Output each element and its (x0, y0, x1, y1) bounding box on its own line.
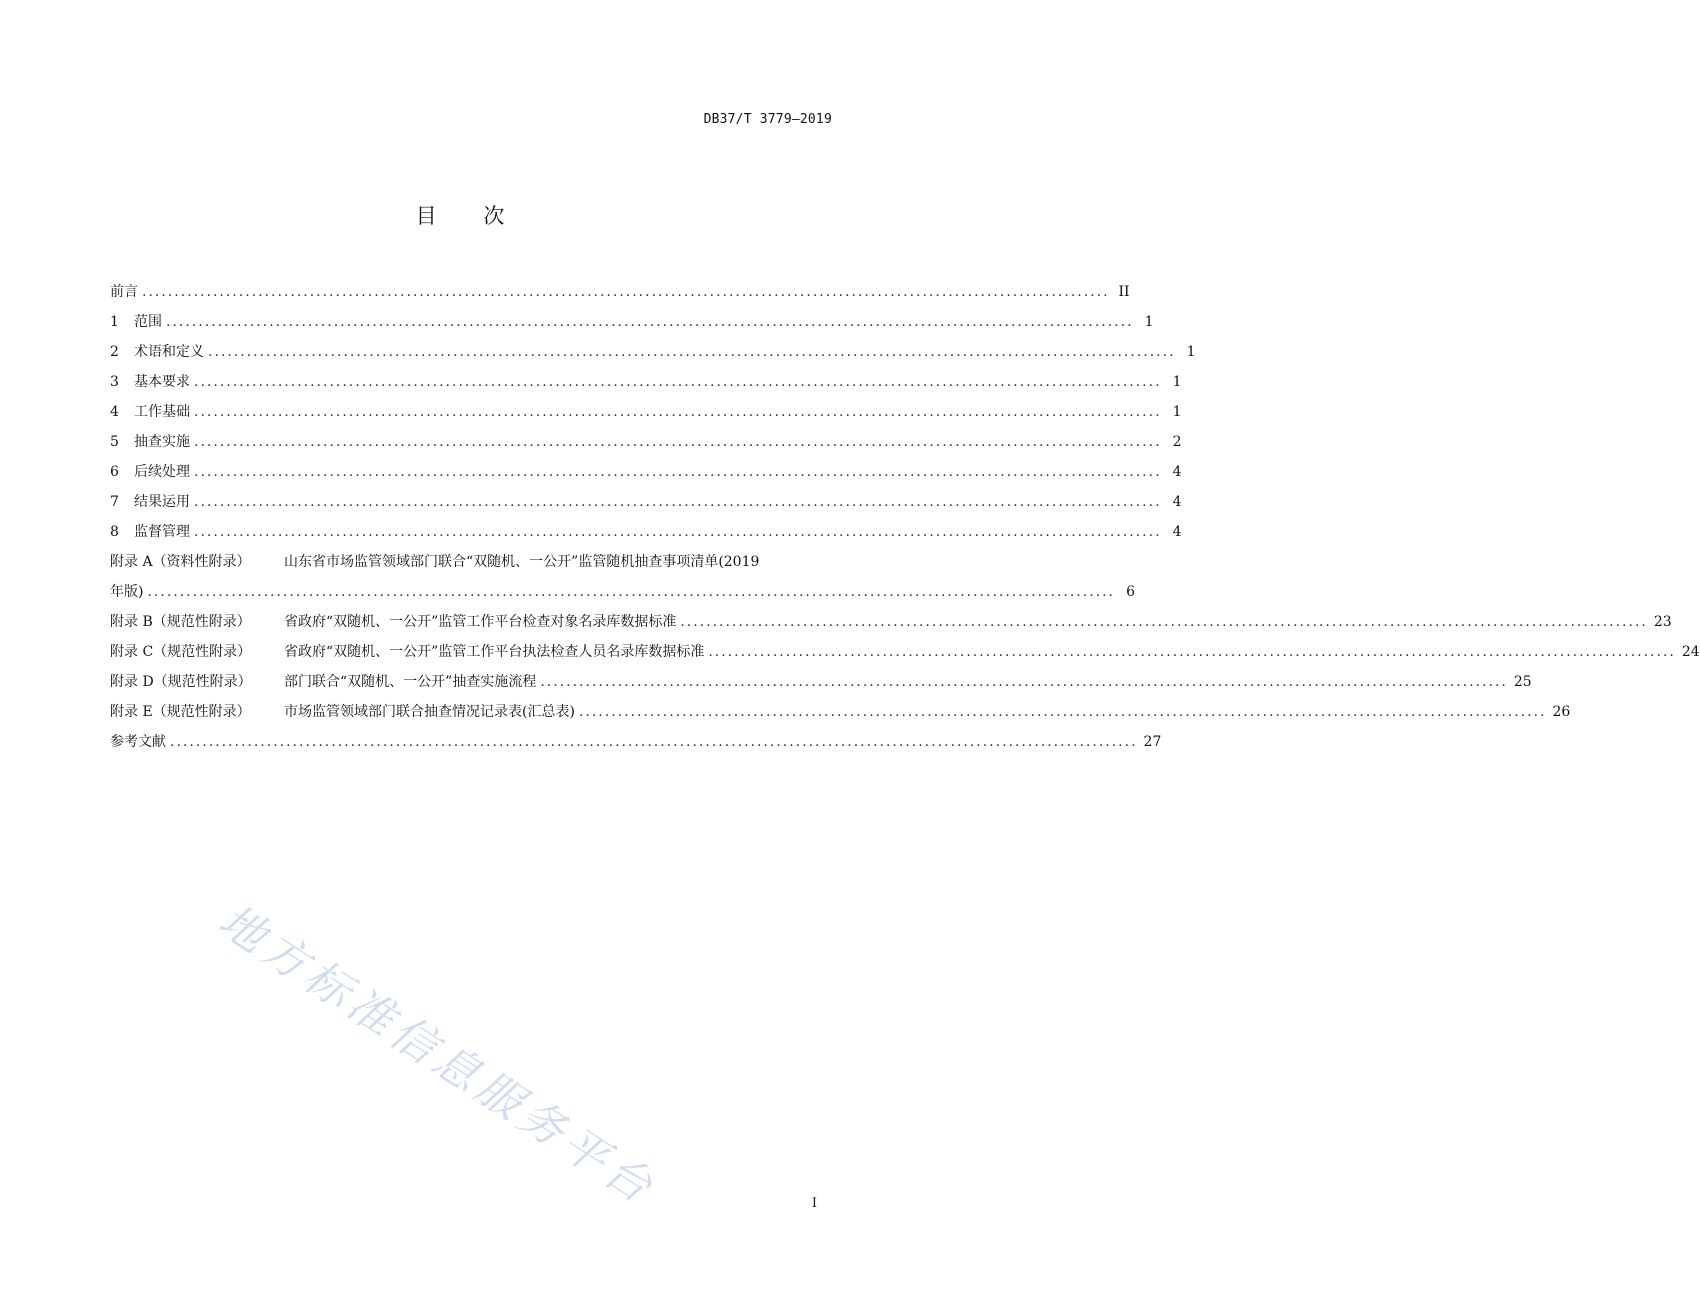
toc-leader-dots: ...................................................................................................................................................... (166, 314, 1134, 330)
toc-entry-label: 后续处理 (134, 464, 190, 480)
toc-entry-page: 6 (1126, 584, 1135, 600)
toc-entry-3[interactable] (110, 367, 1182, 397)
toc-entry-page: 1 (1186, 344, 1196, 360)
toc-entry-page: 26 (1552, 704, 1571, 720)
toc-entry-appendix-d[interactable] (110, 667, 1532, 697)
toc-entry-2[interactable] (110, 337, 1196, 367)
toc-leader-dots: ...................................................................................................................................................... (194, 524, 1162, 540)
toc-entry-number: 2 (110, 344, 119, 360)
toc-leader-dots: ...................................................................................................................................................... (708, 644, 1676, 660)
toc-entry-label: 结果运用 (134, 494, 190, 510)
table-of-contents (110, 277, 1700, 757)
toc-entry-page: II (1118, 284, 1130, 300)
toc-appendix-prefix: 附录 A（资料性附录） (110, 554, 251, 570)
toc-entry-label: 前言 (110, 284, 138, 300)
toc-entry-5[interactable] (110, 427, 1182, 457)
toc-leader-dots: ...................................................................................................................................................... (194, 494, 1162, 510)
toc-entry-page: 1 (1172, 374, 1182, 390)
toc-appendix-prefix: 附录 E（规范性附录） (110, 704, 251, 720)
toc-entry-page: 1 (1144, 314, 1154, 330)
toc-entry-label: 基本要求 (134, 374, 190, 390)
toc-entry-4[interactable] (110, 397, 1182, 427)
toc-entry-number: 7 (110, 494, 119, 510)
toc-entry-label: 术语和定义 (134, 344, 204, 360)
toc-leader-dots: ...................................................................................................................................................... (147, 584, 1115, 600)
toc-entry-foreword[interactable] (110, 277, 1130, 307)
toc-entry-appendix-a[interactable] (110, 547, 1135, 607)
toc-entry-label: 省政府“双随机、一公开”监管工作平台执法检查人员名录库数据标准 (284, 644, 705, 660)
toc-entry-page: 4 (1172, 494, 1182, 510)
toc-appendix-prefix: 附录 B（规范性附录） (110, 614, 251, 630)
document-code: DB37/T 3779—2019 (703, 112, 832, 127)
toc-entry-8[interactable] (110, 517, 1182, 547)
watermark: 地方标准信息服务平台 (209, 893, 666, 1216)
toc-leader-dots: ...................................................................................................................................................... (170, 734, 1138, 750)
toc-entry-7[interactable] (110, 487, 1182, 517)
toc-leader-dots: ...................................................................................................................................................... (680, 614, 1648, 630)
toc-entry-number: 4 (110, 404, 119, 420)
toc-entry-label-continued: 年版) (110, 584, 144, 600)
toc-entry-page: 24 (1681, 644, 1700, 660)
toc-entry-page: 2 (1172, 434, 1182, 450)
toc-entry-page: 1 (1172, 404, 1182, 420)
toc-entry-appendix-c[interactable] (110, 637, 1700, 667)
toc-leader-dots: ...................................................................................................................................................... (194, 434, 1162, 450)
page-title: 目 次 (415, 204, 525, 228)
toc-entry-page: 27 (1143, 734, 1162, 750)
toc-entry-number: 3 (110, 374, 119, 390)
toc-entry-label: 市场监管领域部门联合抽查情况记录表(汇总表) (284, 704, 575, 720)
toc-appendix-prefix: 附录 C（规范性附录） (110, 644, 252, 660)
toc-entry-references[interactable] (110, 727, 1162, 757)
toc-leader-dots: ...................................................................................................................................................... (142, 284, 1110, 300)
toc-entry-number: 8 (110, 524, 119, 540)
toc-entry-label: 监督管理 (134, 524, 190, 540)
toc-entry-appendix-b[interactable] (110, 607, 1672, 637)
toc-entry-page: 4 (1172, 464, 1182, 480)
toc-entry-number: 1 (110, 314, 119, 330)
toc-entry-label: 范围 (134, 314, 162, 330)
toc-entry-appendix-e[interactable] (110, 697, 1571, 727)
toc-leader-dots: ...................................................................................................................................................... (540, 674, 1508, 690)
toc-entry-label: 省政府“双随机、一公开”监管工作平台检查对象名录库数据标准 (284, 614, 677, 630)
toc-entry-label: 抽查实施 (134, 434, 190, 450)
toc-leader-dots: ...................................................................................................................................................... (578, 704, 1547, 720)
toc-entry-label: 部门联合“双随机、一公开”抽查实施流程 (284, 674, 537, 690)
toc-leader-dots: ...................................................................................................................................................... (194, 374, 1162, 390)
toc-entry-label: 参考文献 (110, 734, 166, 750)
toc-appendix-prefix: 附录 D（规范性附录） (110, 674, 252, 690)
toc-entry-number: 5 (110, 434, 119, 450)
toc-entry-page: 23 (1653, 614, 1672, 630)
toc-leader-dots: ...................................................................................................................................................... (208, 344, 1176, 360)
toc-entry-number: 6 (110, 464, 119, 480)
toc-entry-label: 山东省市场监管领域部门联合“双随机、一公开”监管随机抽查事项清单(2019 (284, 554, 760, 570)
toc-entry-6[interactable] (110, 457, 1182, 487)
toc-leader-dots: ...................................................................................................................................................... (194, 464, 1162, 480)
toc-entry-page: 4 (1172, 524, 1182, 540)
toc-entry-label: 工作基础 (134, 404, 190, 420)
page-number: I (811, 1196, 817, 1211)
toc-leader-dots: ...................................................................................................................................................... (194, 404, 1162, 420)
toc-entry-1[interactable] (110, 307, 1154, 337)
toc-entry-page: 25 (1513, 674, 1532, 690)
